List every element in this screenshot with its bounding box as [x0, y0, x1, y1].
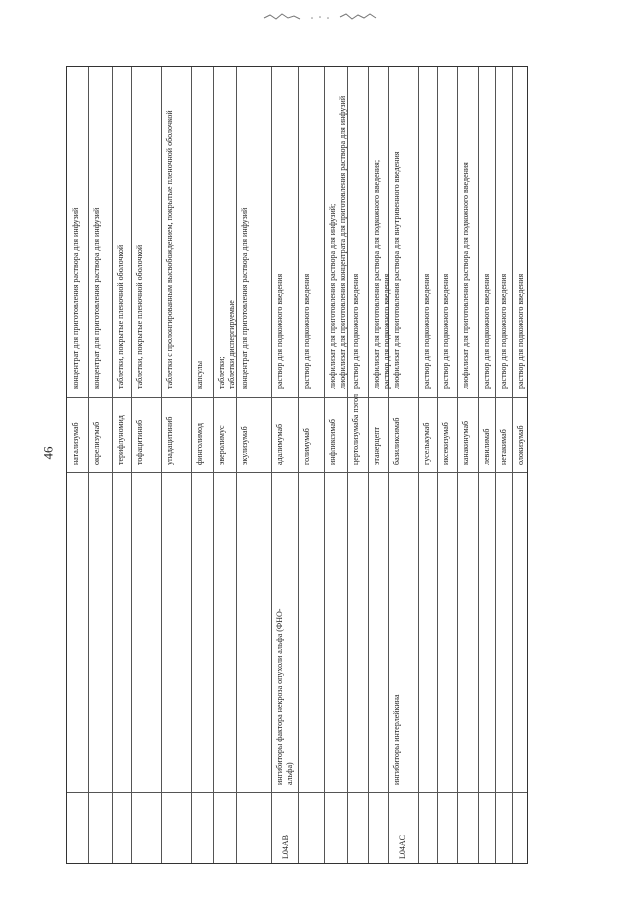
- dosage-form-cell: раствор для подкожного введения: [499, 273, 508, 389]
- row-divider: [388, 67, 389, 863]
- dosage-form-cell: таблетки с пролонгированным высвобождением, покрытые пленочной оболочкой: [165, 110, 174, 389]
- row-divider: [512, 67, 513, 863]
- group-name-cell: альфа): [285, 762, 294, 785]
- row-divider: [271, 67, 272, 863]
- drug-name-cell: гуселькумаб: [422, 422, 431, 465]
- dosage-form-cell: раствор для подкожного введения: [275, 273, 284, 389]
- scan-noise-mark: [262, 12, 382, 22]
- row-divider: [457, 67, 458, 863]
- drug-name-cell: окрелизумаб: [92, 421, 101, 465]
- row-divider: [418, 67, 419, 863]
- medication-table: [66, 66, 528, 864]
- row-divider: [191, 67, 192, 863]
- dosage-form-cell: раствор для подкожного введения: [422, 273, 431, 389]
- row-divider: [347, 67, 348, 863]
- dosage-form-cell: раствор для подкожного введения: [382, 273, 391, 389]
- row-divider: [495, 67, 496, 863]
- row-divider: [324, 67, 325, 863]
- row-divider: [478, 67, 479, 863]
- drug-name-cell: финголимод: [195, 423, 204, 465]
- dosage-form-cell: лиофилизат для приготовления раствора для инфузий;: [328, 203, 337, 389]
- row-divider: [112, 67, 113, 863]
- drug-name-cell: тофацитиниб: [135, 419, 144, 465]
- drug-name-cell: терифлуномид: [116, 415, 125, 465]
- dosage-form-cell: лиофилизат для приготовления концентрата для приготовления раствора для инфузий: [338, 95, 347, 389]
- drug-name-cell: упадацитиниб: [165, 416, 174, 465]
- row-divider: [298, 67, 299, 863]
- dosage-form-cell: лиофилизат для приготовления раствора для подкожного введения;: [372, 159, 381, 389]
- page-number: 46: [40, 446, 56, 460]
- dosage-form-cell: раствор для подкожного введения: [516, 273, 525, 389]
- drug-name-cell: эверолимус: [217, 425, 226, 465]
- dosage-form-cell: концентрат для приготовления раствора для инфузий: [92, 207, 101, 389]
- drug-name-cell: адалимумаб: [275, 423, 284, 465]
- row-divider: [131, 67, 132, 863]
- drug-name-cell: базиликсимаб: [392, 417, 401, 465]
- dosage-form-cell: таблетки диспергируемые: [227, 300, 236, 389]
- drug-name-cell: иксекизумаб: [441, 422, 450, 465]
- drug-name-cell: левилимаб: [482, 428, 491, 465]
- group-name-cell: ингибиторы интерлейкина: [392, 694, 401, 785]
- row-divider: [236, 67, 237, 863]
- row-divider: [213, 67, 214, 863]
- dosage-form-cell: таблетки;: [217, 356, 226, 389]
- dosage-form-cell: таблетки, покрытые пленочной оболочкой: [116, 244, 125, 389]
- dosage-form-cell: капсулы: [195, 361, 204, 389]
- column-divider: [67, 472, 527, 473]
- dosage-form-cell: раствор для подкожного введения: [302, 273, 311, 389]
- drug-name-cell: голимумаб: [302, 428, 311, 465]
- dosage-form-cell: концентрат для приготовления раствора для инфузий: [71, 207, 80, 389]
- atc-code-cell: L04AB: [281, 835, 290, 859]
- dosage-form-cell: раствор для подкожного введения: [441, 273, 450, 389]
- dosage-form-cell: раствор для подкожного введения: [351, 273, 360, 389]
- row-divider: [437, 67, 438, 863]
- drug-name-cell: инфликсимаб: [328, 419, 337, 465]
- drug-name-cell: нетакимаб: [499, 429, 508, 465]
- row-divider: [368, 67, 369, 863]
- dosage-form-cell: раствор для подкожного введения: [482, 273, 491, 389]
- row-divider: [161, 67, 162, 863]
- dosage-form-cell: лиофилизат для приготовления раствора для внутривенного введения: [392, 151, 401, 389]
- dosage-form-cell: лиофилизат для приготовления раствора для подкожного введения: [461, 162, 470, 389]
- column-divider: [67, 397, 527, 398]
- dosage-form-cell: концентрат для приготовления раствора для инфузий: [240, 207, 249, 389]
- column-divider: [67, 792, 527, 793]
- drug-name-cell: экулизумаб: [240, 426, 249, 465]
- drug-name-cell: этанерцепт: [372, 426, 381, 465]
- drug-name-cell: канакинумаб: [461, 420, 470, 465]
- atc-code-cell: L04AC: [398, 835, 407, 859]
- drug-name-cell: олокизумаб: [516, 425, 525, 465]
- row-divider: [88, 67, 89, 863]
- drug-name-cell: натализумаб: [71, 422, 80, 465]
- group-name-cell: ингибиторы фактора некроза опухоли альфа (ФНО-: [275, 608, 284, 785]
- drug-name-cell: цертолизумаба пэгол: [351, 393, 360, 465]
- dosage-form-cell: таблетки, покрытые пленочной оболочкой: [135, 244, 144, 389]
